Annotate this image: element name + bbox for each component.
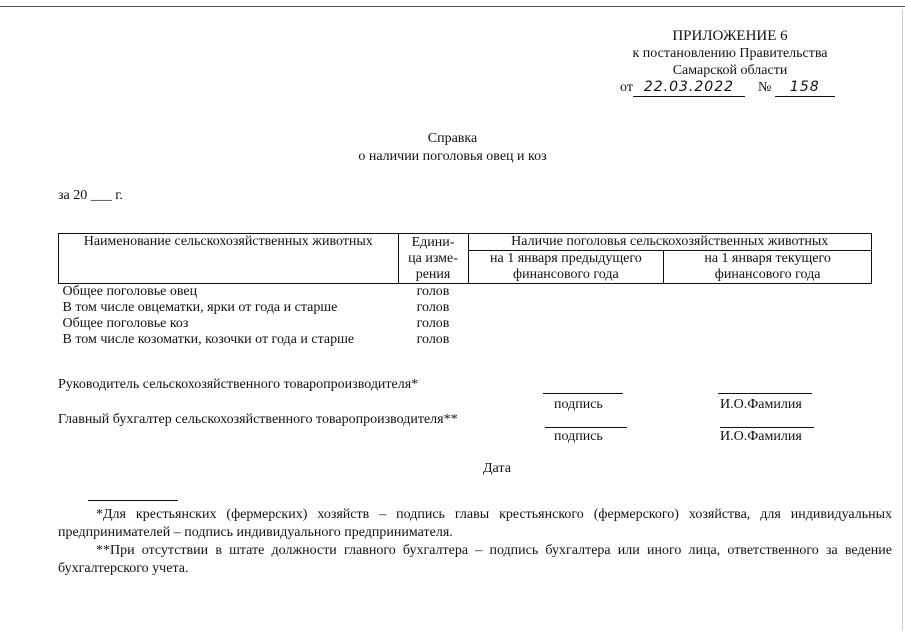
header-curr-year-l1: на 1 января текущего — [704, 251, 831, 266]
header-animal-name: Наименование сельскохозяйственных животных — [59, 234, 399, 284]
head-name-line — [718, 393, 812, 394]
table-row — [59, 300, 872, 316]
appendix-title: ПРИЛОЖЕНИЕ 6 — [672, 28, 788, 44]
row-prev-value — [468, 284, 664, 301]
header-unit-l1: Едини- — [411, 234, 455, 250]
number-prefix: № — [757, 80, 772, 95]
row-unit: голов — [416, 332, 450, 347]
header-unit — [398, 234, 468, 284]
row-curr-value — [664, 332, 872, 348]
accountant-signature-line — [545, 427, 627, 428]
header-prev-year-l2: финансового года — [513, 267, 619, 282]
date-prefix: от — [620, 80, 633, 95]
footnote-2: **При отсутствии в штате должности главного бухгалтера – подпись бухгалтера или иного лица, ответственного за ведение бухгалтерского учета. — [58, 543, 892, 576]
footnotes — [58, 506, 892, 578]
row-curr-value — [664, 300, 872, 316]
accountant-name-caption: И.О.Фамилия — [720, 429, 802, 444]
page-right-border — [902, 10, 903, 630]
header-unit-l2: ца изме- — [408, 250, 458, 266]
head-signature-label: Руководитель сельскохозяйственного товаропроизводителя* — [58, 377, 419, 392]
period-field: за 20 ___ г. — [58, 188, 123, 203]
row-name: В том числе козоматки, козочки от года и старше — [62, 332, 355, 347]
head-name-caption: И.О.Фамилия — [720, 397, 802, 412]
row-prev-value — [468, 332, 664, 348]
header-prev-year — [468, 251, 664, 284]
row-unit: голов — [416, 316, 450, 331]
date-value: 22.03.2022 — [633, 79, 745, 97]
row-prev-value — [468, 316, 664, 332]
accountant-signature-caption: подпись — [554, 429, 603, 444]
number-value: 158 — [775, 79, 835, 97]
header-curr-year — [664, 251, 872, 284]
row-curr-value — [664, 284, 872, 301]
row-curr-value — [664, 316, 872, 332]
document-title: Справка — [427, 131, 478, 146]
accountant-name-line — [720, 427, 814, 428]
header-curr-year-l2: финансового года — [714, 267, 821, 282]
table-row — [59, 284, 872, 301]
appendix-date-line — [600, 79, 860, 97]
header-prev-year-l1: на 1 января предыдущего — [489, 251, 642, 266]
header-presence: Наличие поголовья сельскохозяйственных животных — [468, 234, 872, 251]
appendix-region: Самарской области — [672, 63, 788, 78]
row-name: Общее поголовье овец — [62, 284, 198, 299]
date-label: Дата — [483, 461, 511, 476]
row-unit: голов — [416, 284, 450, 299]
row-prev-value — [468, 300, 664, 316]
row-unit: голов — [416, 300, 450, 315]
head-signature-caption: подпись — [554, 397, 603, 412]
table-row — [59, 316, 872, 332]
header-unit-l3: рения — [415, 266, 451, 282]
page-top-border — [0, 6, 905, 7]
appendix-header — [600, 28, 860, 97]
footnote-1: *Для крестьянских (фермерских) хозяйств – подпись главы крестьянского (фермерского) хозяйства, для индивидуальных предпринимателей – подпись индивидуального предпринимателя. — [58, 507, 892, 540]
livestock-table — [58, 233, 872, 348]
document-subtitle: о наличии поголовья овец и коз — [358, 149, 547, 164]
footnote-separator — [88, 500, 178, 501]
table-row — [59, 332, 872, 348]
row-name: Общее поголовье коз — [62, 316, 189, 331]
head-signature-line — [543, 393, 623, 394]
accountant-signature-label: Главный бухгалтер сельскохозяйственного товаропроизводителя** — [58, 412, 458, 427]
row-name: В том числе овцематки, ярки от года и старше — [62, 300, 338, 315]
appendix-decree: к постановлению Правительства — [632, 46, 828, 61]
